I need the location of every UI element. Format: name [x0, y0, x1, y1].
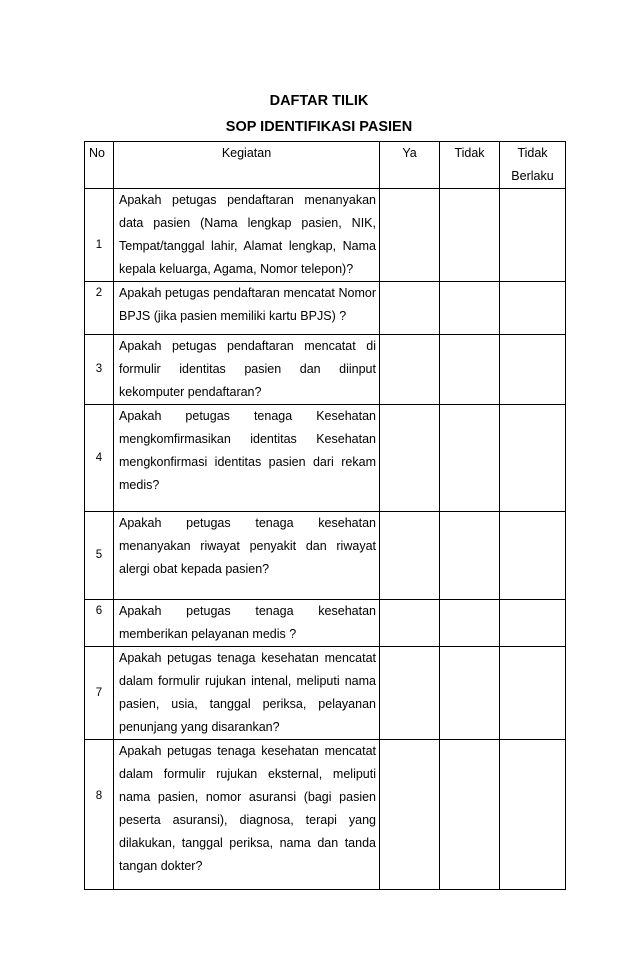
checkbox-tidak[interactable]	[440, 512, 500, 600]
column-header-no: No	[85, 142, 114, 189]
row-number: 8	[85, 740, 114, 890]
table-row	[85, 740, 566, 890]
document-subtitle: SOP IDENTIFIKASI PASIEN	[225, 119, 413, 135]
row-kegiatan: Apakah petugas pendaftaran menanyakan data pasien (Nama lengkap pasien, NIK, Tempat/tanggal lahir, Alamat lengkap, Nama kepala keluarga, Agama, Nomor telepon)?	[114, 189, 380, 282]
checkbox-ya[interactable]	[380, 189, 440, 282]
checkbox-ya[interactable]	[380, 740, 440, 890]
row-number: 7	[85, 647, 114, 740]
row-number: 4	[85, 405, 114, 512]
row-number: 5	[85, 512, 114, 600]
checkbox-tidak[interactable]	[440, 282, 500, 335]
checkbox-tidak[interactable]	[440, 405, 500, 512]
checkbox-tidak[interactable]	[440, 189, 500, 282]
table-header-row	[85, 142, 566, 189]
table-row	[85, 189, 566, 282]
checkbox-ya[interactable]	[380, 405, 440, 512]
row-number: 1	[85, 189, 114, 282]
column-header-tidak-berlaku-line2: Berlaku	[511, 169, 554, 183]
table-row	[85, 647, 566, 740]
row-kegiatan: Apakah petugas tenaga kesehatan mencatat dalam formulir rujukan eksternal, meliputi nama pasien, nomor asuransi (bagi pasien peserta asuransi), diagnosa, terapi yang dilakukan, tanggal periksa, nama dan tanda tangan dokter?	[114, 740, 380, 890]
checkbox-tidak[interactable]	[440, 335, 500, 405]
row-number: 3	[85, 335, 114, 405]
row-kegiatan: Apakah petugas tenaga kesehatan menanyakan riwayat penyakit dan riwayat alergi obat kepada pasien?	[114, 512, 380, 600]
column-header-kegiatan: Kegiatan	[114, 142, 380, 189]
checkbox-tidak[interactable]	[440, 600, 500, 647]
table-row	[85, 335, 566, 405]
row-kegiatan: Apakah petugas tenaga Kesehatan mengkomfirmasikan identitas Kesehatan mengkonfirmasi identitas pasien dari rekam medis?	[114, 405, 380, 512]
row-kegiatan: Apakah petugas tenaga kesehatan mencatat dalam formulir rujukan intenal, meliputi nama pasien, usia, tanggal periksa, pelayanan penunjang yang disarankan?	[114, 647, 380, 740]
document-title: DAFTAR TILIK	[269, 93, 369, 109]
checkbox-tidak-berlaku[interactable]	[500, 335, 566, 405]
row-number: 6	[85, 600, 114, 647]
checkbox-ya[interactable]	[380, 335, 440, 405]
table-row	[85, 512, 566, 600]
table-row	[85, 282, 566, 335]
checklist-table	[84, 141, 566, 890]
checkbox-tidak-berlaku[interactable]	[500, 512, 566, 600]
table-row	[85, 600, 566, 647]
checkbox-tidak-berlaku[interactable]	[500, 600, 566, 647]
checkbox-tidak-berlaku[interactable]	[500, 189, 566, 282]
checkbox-tidak[interactable]	[440, 740, 500, 890]
checkbox-ya[interactable]	[380, 282, 440, 335]
checkbox-ya[interactable]	[380, 512, 440, 600]
column-header-tidak: Tidak	[440, 142, 500, 189]
checkbox-tidak-berlaku[interactable]	[500, 405, 566, 512]
column-header-ya: Ya	[380, 142, 440, 189]
checkbox-tidak-berlaku[interactable]	[500, 647, 566, 740]
column-header-tidak-berlaku-line1: Tidak	[517, 146, 548, 160]
checkbox-tidak-berlaku[interactable]	[500, 282, 566, 335]
row-kegiatan: Apakah petugas pendaftaran mencatat Nomor BPJS (jika pasien memiliki kartu BPJS) ?	[114, 282, 380, 335]
row-number: 2	[85, 282, 114, 335]
table-row	[85, 405, 566, 512]
checkbox-ya[interactable]	[380, 600, 440, 647]
checkbox-tidak[interactable]	[440, 647, 500, 740]
checkbox-tidak-berlaku[interactable]	[500, 740, 566, 890]
row-kegiatan: Apakah petugas tenaga kesehatan memberikan pelayanan medis ?	[114, 600, 380, 647]
checkbox-ya[interactable]	[380, 647, 440, 740]
row-kegiatan: Apakah petugas pendaftaran mencatat di formulir identitas pasien dan diinput kekomputer pendaftaran?	[114, 335, 380, 405]
column-header-tidak-berlaku	[500, 142, 566, 189]
